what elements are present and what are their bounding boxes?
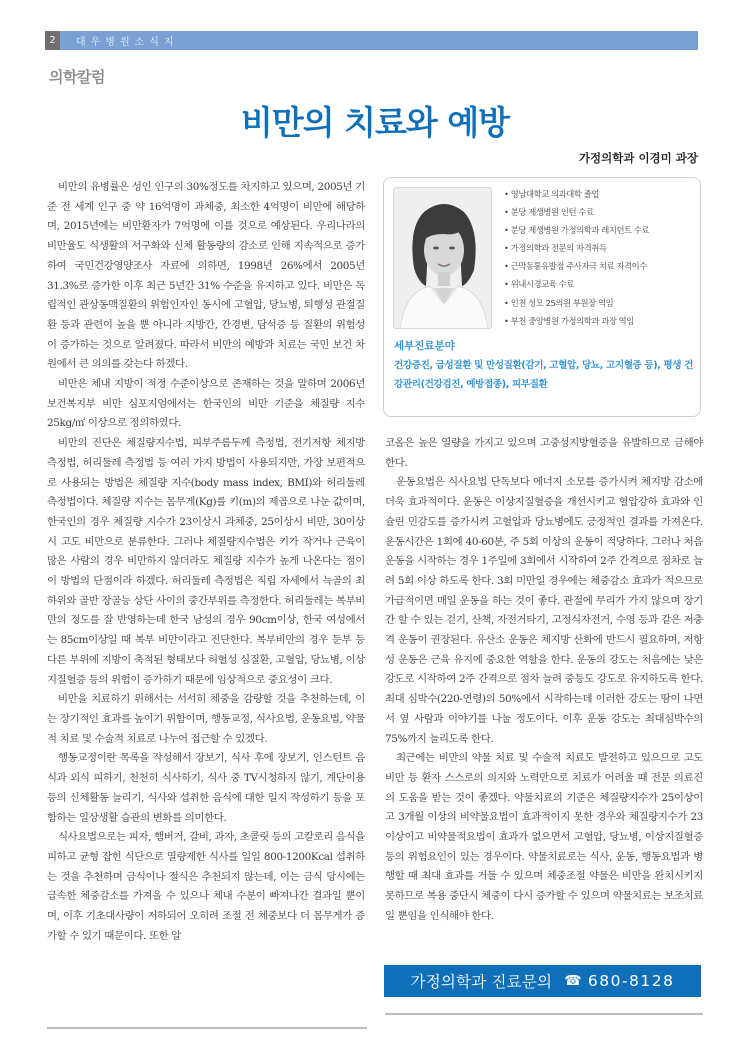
career-list (504, 185, 649, 330)
section-label: 의학칼럼 (49, 68, 105, 86)
career-item: • 위내시경교육 수료 (504, 275, 649, 293)
contact-phone: 680-8128 (587, 972, 675, 990)
page-number: 2 (45, 31, 60, 50)
article-paragraph: 비만의 유병률은 성인 인구의 30%정도를 차지하고 있으며, 2005년 기준 전 세계 인구 중 약 16억명이 과체중, 최소한 4억명이 비만에 해당하며, 2015년에는 비만환자가 7억명에 이를 것으로 예상된다. 우리나라의 비만율도 식생활의 서구화와 신체 활동량의 감소로 인해 지속적으로 증가하여 국민건강영양조사 자료에 의하면, 1998년 26%에서 2005년 31.3%로 증가한 이후 최근 5년간 31% 수준을 유지하고 있다. 비만은 독립적인 관상동맥질환의 위험인자인 동시에 고혈압, 당뇨병, 퇴행성 관절질환 등과 관련이 높을 뿐 아니라 지방간, 간경변, 담석증 등 질환의 위험성이 증가하는 것으로 알려졌다. 따라서 비만의 예방과 치료는 국민 보건 차원에서 큰 의의를 갖는다 하겠다. (47, 181, 365, 371)
article-title: 비만의 치료와 예방 (240, 103, 509, 142)
bottom-divider-left (47, 1027, 367, 1029)
header-bar (45, 31, 698, 50)
career-item: • 분당 제생병원 가정의학과 레지던트 수료 (504, 221, 649, 239)
specialty-heading: 세부진료분야 (394, 340, 455, 352)
article-paragraph: 비만을 치료하기 위해서는 서서히 체중을 감량할 것을 추천하는데, 이는 장기적인 효과를 높이기 위함이며, 행동교정, 식사요법, 운동요법, 약물적 치료 및 수술적 치료로 나누어 접근할 수 있겠다. (47, 693, 365, 745)
specialty-text: 건강증진, 급성질환 및 만성질환(감기, 고혈압, 당뇨, 고지혈증 등), 평생 건강관리(건강검진, 예방접종), 피부질환 (394, 360, 693, 390)
career-item: • 인천 성모 25의원 부원장 역임 (504, 294, 649, 312)
article-paragraph: 최근에는 비만의 약물 치료 및 수술적 치료도 발전하고 있으므로 고도비만 등 환자 스스로의 의지와 노력만으로 치료가 어려울 때 전문 의료진의 도움을 받는 것이 좋겠다. 약물치료의 기준은 체질량지수가 25이상이고 3개월 이상의 비약물요법이 효과적이지 못한 경우와 체질량지수가 23이상이고 비약물적요법이 효과가 없으면서 고혈압, 당뇨병, 이상지질혈증 등의 위험요인이 있는 경우이다. 약물치료로는 식사, 운동, 행동요법과 병행할 때 최대 효과를 거둘 수 있으며 체중조절 약물은 비만을 완치시키지 못하므로 복용 중단시 체중이 다시 증가할 수 있으며 약물치료는 보조치료일 뿐임을 인식해야 한다. (385, 752, 703, 922)
article-paragraph: 비만의 진단은 체질량지수법, 피부주름두께 측정법, 전기저항 체지방 측정법, 허리둘레 측정법 등 여러 가지 방법이 사용되지만, 가장 보편적으로 사용되는 방법은 체질량 지수(body mass index, BMI)와 허리둘레 측정법이다. 체질량 지수는 몸무게(Kg)를 키(m)의 제곱으로 나눈 값이며, 한국인의 경우 체질량 지수가 23이상시 과체중, 25이상시 비만, 30이상시 고도 비만으로 분류한다. 그러나 체질량지수법은 키가 작거나 근육이 많은 사람의 경우 비만하지 않더라도 체질량 지수가 높게 나온다는 점이 이 방법의 단점이라 하겠다. 허리둘레 측정법은 직립 자세에서 늑골의 최하위와 골반 장골능 상단 사이의 중간부위를 측정한다. 허리둘레는 복부비만의 정도를 잘 반영하는데 한국 남성의 경우 90cm이상, 한국 여성에서는 85cm이상일 때 복부 비만이라고 진단한다. 복부비만의 경우 둔부 등 다른 부위에 지방이 축적된 형태보다 허혈성 심질환, 고혈압, 당뇨병, 이상지질혈증 등의 위험이 증가하기 때문에 임상적으로 중요성이 크다. (47, 437, 365, 686)
author-byline: 가정의학과 이경미 과장 (578, 151, 698, 165)
career-item: • 영남대학교 의과대학 졸업 (504, 185, 649, 203)
phone-icon: ☎ (564, 973, 582, 989)
article-paragraph: 운동요법은 식사요법 단독보다 에너지 소모를 증가시켜 체지방 감소에 더욱 효과적이다. 운동은 이상지질혈증을 개선시키고 혈압강하 효과와 인슐린 민감도를 증가시켜 고혈압과 당뇨병에도 긍정적인 결과를 가져온다. 운동시간은 1회에 40-60분, 주 5회 이상의 운동이 적당하다. 그러나 처음 운동을 시작하는 경우 1주일에 3회에서 시작하여 2주 간격으로 점차로 늘려 5회 이상 하도록 한다. 3회 미만일 경우에는 체중감소 효과가 적으므로 가급적이면 매일 운동을 하는 것이 좋다. 관절에 무리가 가지 않으며 장기간 할 수 있는 걷기, 산책, 자전거타기, 고정식자전거, 수영 등과 같은 저충격 운동이 권장된다. 유산소 운동은 체지방 산화에 반드시 필요하며, 저항성 운동은 근육 유지에 중요한 역할을 한다. 운동의 강도는 처음에는 낮은 강도로 시작하여 2주 간격으로 점차 늘려 중등도 강도로 유지하도록 한다. 최대 심박수(220-연령)의 50%에서 시작하는데 이러한 강도는 땀이 나면서 옆 사람과 이야기를 나눌 정도이다. 이후 운동 강도는 최대심박수의 75%까지 늘리도록 한다. (385, 476, 703, 745)
article-paragraph: 행동교정이란 목록을 작성해서 장보기, 식사 후에 장보기, 인스턴트 음식과 외식 피하기, 천천히 식사하기, 식사 중 TV시청하지 않기, 계단이용 등의 신체활동 늘리기, 식사와 섭취한 음식에 대한 일지 작성하기 등을 포함하는 일상생활 습관의 변화를 의미한다. (47, 752, 365, 824)
article-right-column (385, 434, 703, 927)
contact-label: 가정의학과 진료문의 (410, 973, 553, 991)
career-item: • 근막동통유발점 주사자극 치료 자격이수 (504, 257, 649, 275)
doctor-profile-card (383, 177, 701, 417)
article-left-column (47, 178, 365, 946)
article-paragraph-continued: 코올은 높은 열량을 가지고 있으며 고중성지방혈증을 유발하므로 금해야 한다. (385, 437, 703, 469)
article-paragraph: 식사요법으로는 피자, 햄버거, 갈비, 과자, 초콜릿 등의 고칼로리 음식을 피하고 균형 잡힌 식단으로 열량제한 식사를 일일 800-1200Kcal 섭취하는 것을 추천하며 금식이나 절식은 추천되지 않는데, 이는 금식 당시에는 급속한 체중감소를 가져올 수 있으나 체내 수분이 빠져나간 결과일 뿐이며, 이후 기초대사량이 저하되어 오히려 조절 전 체중보다 더 몸무게가 증가할 수 있기 때문이다. 또한 알 (47, 831, 365, 942)
bottom-divider-right (385, 1013, 703, 1015)
article-paragraph: 비만은 체내 지방이 적정 수준이상으로 존재하는 것을 말하며 2006년 보건복지부 비만 심포지엄에서는 한국인의 비만 기준을 체질량 지수 25kg/㎡ 이상으로 정의하였다. (47, 378, 365, 430)
career-item: • 분당 제생병원 인턴 수료 (504, 203, 649, 221)
contact-banner (384, 965, 701, 997)
career-item: • 부천 중앙병원 가정의학과 과장 역임 (504, 312, 649, 330)
doctor-photo (393, 187, 492, 329)
publication-title: 대우병원소식지 (76, 37, 179, 48)
career-item: • 가정의학과 전문의 자격취득 (504, 239, 649, 257)
portrait-image (394, 188, 492, 329)
